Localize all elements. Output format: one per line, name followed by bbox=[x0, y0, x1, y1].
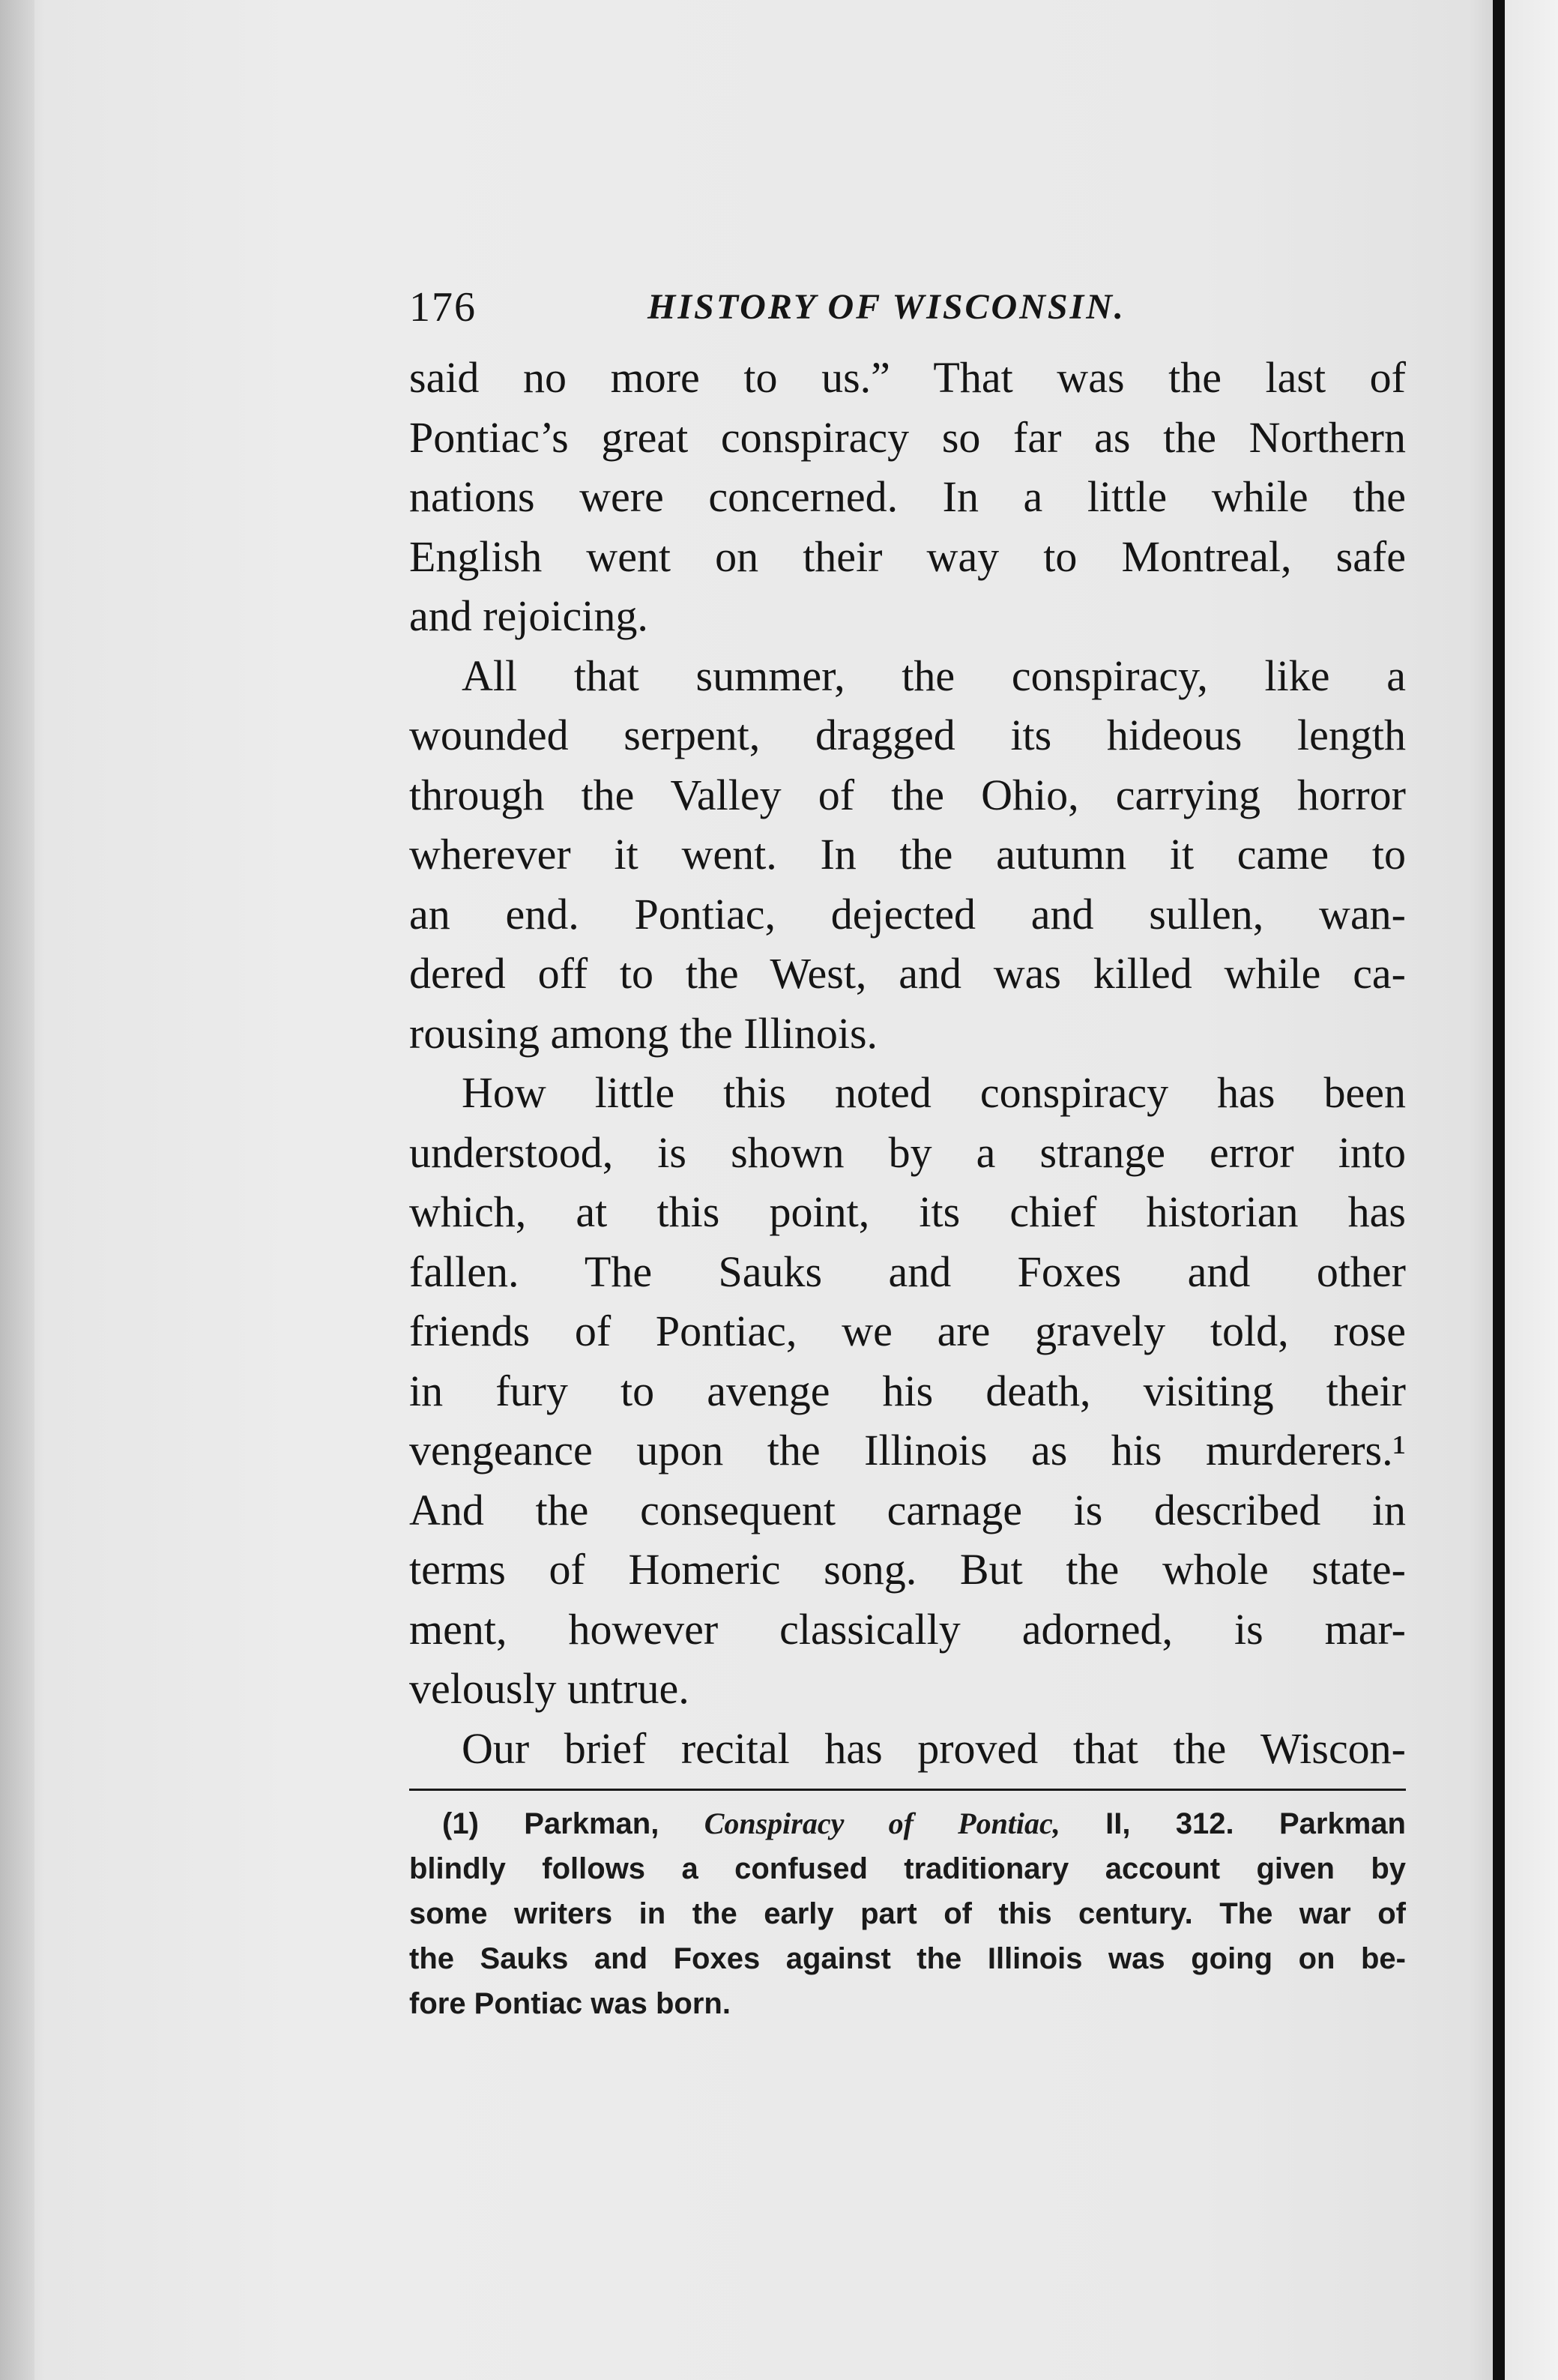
footnote-reference: II, 312. Parkman bbox=[1105, 1807, 1406, 1840]
text-line: ment, however classically adorned, is mar- bbox=[409, 1604, 1406, 1654]
text-line: dered off to the West, and was killed while ca- bbox=[409, 949, 1406, 998]
text-line: rousing among the Illinois. bbox=[409, 1008, 878, 1058]
text-line: wounded serpent, dragged its hideous length bbox=[409, 711, 1406, 759]
footnote-work-title: Conspiracy of Pontiac, bbox=[704, 1807, 1060, 1840]
text-line: an end. Pontiac, dejected and sullen, wan- bbox=[409, 889, 1406, 939]
book-page bbox=[409, 277, 1406, 2026]
text-line: understood, is shown by a strange error into bbox=[409, 1127, 1406, 1177]
text-line: And the consequent carnage is described in bbox=[409, 1485, 1406, 1534]
footnote-line: some writers in the early part of this century. The war of bbox=[409, 1897, 1406, 1930]
text-line: through the Valley of the Ohio, carrying horror bbox=[409, 770, 1406, 819]
footnote-line: blindly follows a confused traditionary account given by bbox=[409, 1852, 1406, 1885]
footnote-rule bbox=[409, 1789, 1406, 1791]
text-line: said no more to us.” That was the last of bbox=[409, 353, 1406, 402]
text-line: wherever it went. In the autumn it came to bbox=[409, 830, 1406, 879]
text-line: All that summer, the conspiracy, like a bbox=[462, 651, 1406, 700]
text-line: terms of Homeric song. But the whole state- bbox=[409, 1545, 1406, 1594]
text-line: nations were concerned. In a little while the bbox=[409, 472, 1406, 521]
body-text bbox=[409, 348, 1406, 1778]
text-line: Pontiac’s great conspiracy so far as the Northern bbox=[409, 412, 1406, 462]
footnote-line bbox=[409, 1801, 1406, 1846]
right-page-margin bbox=[1505, 0, 1558, 2380]
running-title: HISTORY OF WISCONSIN. bbox=[647, 287, 1126, 327]
page-number: 176 bbox=[409, 284, 477, 331]
text-line: which, at this point, its chief historian has bbox=[409, 1187, 1406, 1236]
footnote-line: fore Pontiac was born. bbox=[409, 1987, 731, 2020]
binding-shadow bbox=[1493, 0, 1505, 2380]
text-line: fallen. The Sauks and Foxes and other bbox=[409, 1247, 1406, 1296]
footnote-line: the Sauks and Foxes against the Illinois was going on be- bbox=[409, 1942, 1406, 1975]
text-line: vengeance upon the Illinois as his murderers.¹ bbox=[409, 1426, 1406, 1474]
running-head bbox=[409, 277, 1406, 337]
text-line: English went on their way to Montreal, safe bbox=[409, 531, 1406, 581]
text-line: How little this noted conspiracy has been bbox=[462, 1068, 1406, 1117]
text-line: friends of Pontiac, we are gravely told, rose bbox=[409, 1307, 1406, 1355]
text-line: in fury to avenge his death, visiting their bbox=[409, 1366, 1406, 1415]
footnote-author: Parkman, bbox=[524, 1807, 659, 1840]
text-line: Our brief recital has proved that the Wiscon- bbox=[462, 1723, 1406, 1773]
text-line: velously untrue. bbox=[409, 1664, 689, 1713]
left-page-edge bbox=[0, 0, 34, 2380]
text-line: and rejoicing. bbox=[409, 591, 648, 640]
footnote bbox=[409, 1801, 1406, 2026]
footnote-marker: (1) bbox=[442, 1807, 479, 1840]
